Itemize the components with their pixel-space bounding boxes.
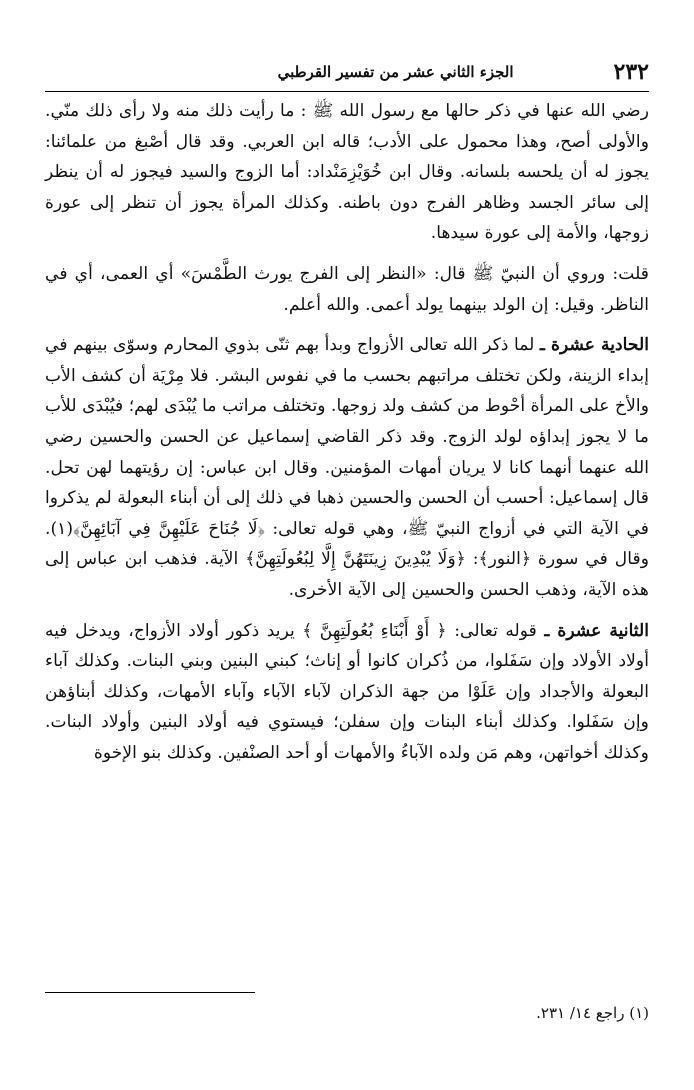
issue-twelve-text: قوله تعالى: ﴿ أَوْ أَبْنَاءِ بُعُولَتِهِنَّ ﴾ يريد ذكور أولاد الأزواج، ويدخل فيه أولاد الأولاد وإن سَفَلوا، من ذُكران كانوا أو إناث؛ كبني البنين وبني البنات. وكذلك آباء البعولة والأجداد وإن عَلَوْا من جهة الذكران لآباء الآباء وآباء الأمهات، وكذلك أبناؤهن وإن سَفَلوا. وكذلك أبناء البنات وإن سفلن؛ فيستوي فيه أولاد البنين وأولاد البنات. وكذلك أخواتهن، وهم مَن ولده الآباءُ والأمهات أو أحد الصنْفين. وكذلك بنو الإخوة: [45, 620, 649, 763]
header-rule: [45, 91, 649, 92]
running-title: الجزء الثاني عشر من تفسير القرطبي: [277, 63, 514, 81]
paragraph-issue-eleven: [45, 330, 649, 605]
paragraph-issue-twelve: [45, 616, 649, 769]
paragraph-qultu: قلت: وروي أن النبيّ ﷺ قال: «النظر إلى الفرج يورث الطَّمْسَ» أي العمى، أي في الناظر. وقيل: إن الولد بينهما يولد أعمى. والله أعلم.: [45, 263, 649, 315]
footnote-rule: [45, 992, 255, 993]
page-header: [45, 58, 649, 86]
footnote: (١) راجع ١٤/ ٢٣١.: [536, 1004, 649, 1022]
paragraph-continuation: رضي الله عنها في ذكر حالها مع رسول الله ﷺ : ما رأيت ذلك منه ولا رأى ذلك منّي. والأولى أصح، وهذا محمول على الأدب؛ قاله ابن العربي. وقد قال أصْبغ من علمائنا: يجوز له أن يلحسه بلسانه. وقال ابن خُوَيْزِمَنْداد: أما الزوج والسيد فيجوز له أن ينظر إلى سائر الجسد وظاهر الفرج دون باطنه. وكذلك المرأة يجوز أن تنظر إلى عورة زوجها، والأمة إلى عورة سيدها.: [45, 101, 649, 244]
issue-twelve-heading: الثانية عشرة ـ: [544, 620, 650, 641]
page-number: ٢٣٢: [613, 59, 649, 85]
main-text: [45, 96, 649, 768]
issue-eleven-heading: الحادية عشرة ـ: [539, 335, 650, 356]
issue-eleven-text: لما ذكر الله تعالى الأزواج وبدأ بهم ثنّى بذوي المحارم وسوّى بينهم في إبداء الزينة، ولكن تختلف مراتبهم بحسب ما في نفوس البشر. فلا مِرْيَة أن كشف الأب والأخ على المرأة أحْوط من كشف ولد زوجها. وتختلف مراتب ما يُبْدَى لهم؛ فيُبْدَى للأب ما لا يجوز إبداؤه لولد الزوج. وقد ذكر القاضي إسماعيل عن الحسن والحسين رضي الله عنهما أنهما كانا لا يريان أمهات المؤمنين. وقال ابن عباس: إن رؤيتهما لهن تحل. قال إسماعيل: أحسب أن الحسن والحسين ذهبا في ذلك إلى أن أبناء البعولة لم يذكروا في الآية التي في أزواج النبيّ ﷺ، وهي قوله تعالى: ﴿لَا جُنَاحَ عَلَيْهِنَّ فِي آبَائِهِنَّ﴾(١). وقال في سورة ﴿النور﴾: ﴿وَلَا يُبْدِينَ زِينَتَهُنَّ إِلَّا لِبُعُولَتِهِنَّ﴾ الآية. فذهب ابن عباس إلى هذه الآية، وذهب الحسن والحسين إلى الآية الأخرى.: [45, 335, 649, 600]
